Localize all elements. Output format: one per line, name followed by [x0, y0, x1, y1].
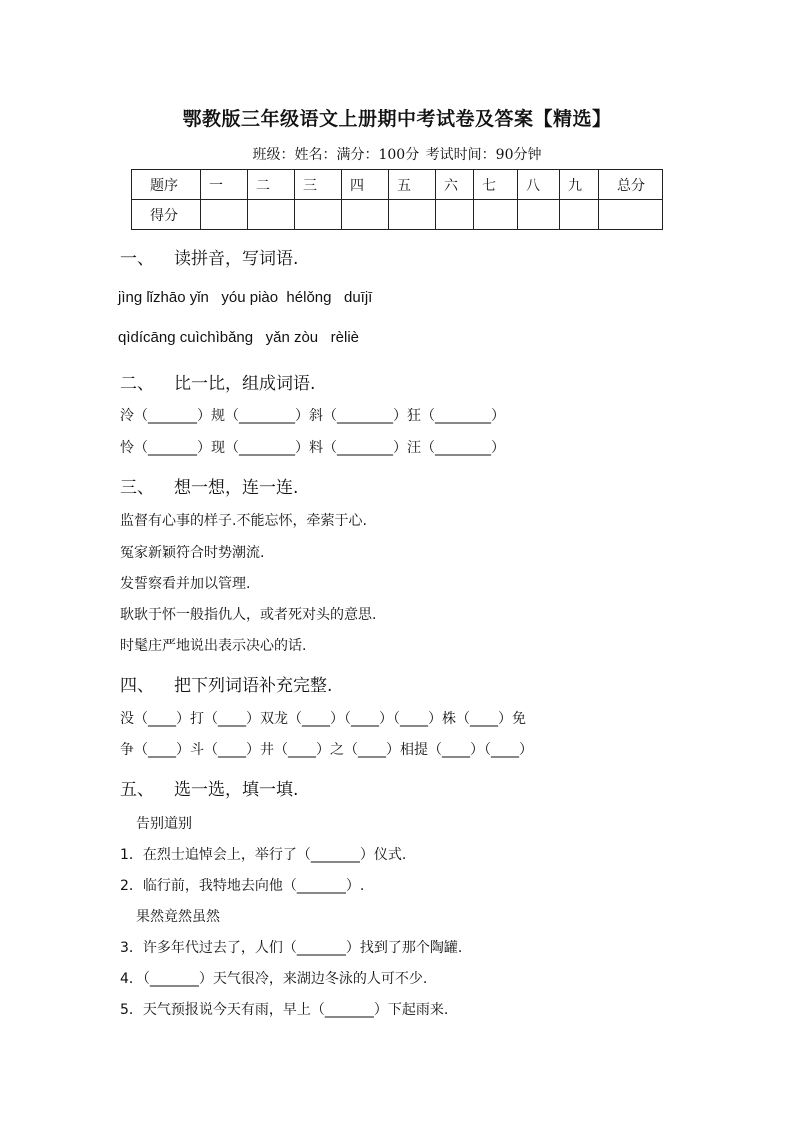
- score-cell[interactable]: [436, 200, 474, 230]
- header-cell: 四: [342, 170, 389, 200]
- section-title: 读拼音，写词语.: [174, 249, 299, 269]
- section-number: 四、: [120, 676, 154, 696]
- page-title: 鄂教版三年级语文上册期中考试卷及答案【精选】: [182, 108, 612, 130]
- score-cell[interactable]: [248, 200, 295, 230]
- header-cell: 二: [248, 170, 295, 200]
- header-cell: 五: [389, 170, 436, 200]
- score-cell[interactable]: [474, 200, 518, 230]
- word-choice-group: 告别道别: [136, 816, 192, 832]
- section-title: 把下列词语补充完整.: [174, 676, 333, 696]
- section-number: 五、: [120, 780, 154, 800]
- section-2-heading: [120, 369, 315, 394]
- score-cell[interactable]: [295, 200, 342, 230]
- score-cell[interactable]: [560, 200, 599, 230]
- section-number: 二、: [120, 374, 154, 394]
- row-label-cell: 得分: [132, 200, 201, 230]
- section-title: 选一选，填一填.: [174, 780, 299, 800]
- score-cell[interactable]: [518, 200, 560, 230]
- pinyin-line: qìdícāng cuìchìbǎng yǎn zòu rèliè: [118, 329, 359, 346]
- question-line: 没（____）打（____）双龙（____）（____）（____）株（____）免: [120, 711, 526, 727]
- header-cell: 题序: [132, 170, 201, 200]
- header-cell: 七: [474, 170, 518, 200]
- question-line: 发誓察看并加以管理.: [120, 576, 251, 592]
- section-1-heading: [120, 244, 298, 269]
- question-line: 冤家新颖符合时势潮流.: [120, 545, 265, 561]
- question-line: 监督有心事的样子.不能忘怀，牵萦于心.: [120, 513, 367, 529]
- question-line: 1．在烈士追悼会上，举行了（_______）仪式.: [120, 847, 407, 863]
- question-line: 4．（_______）天气很冷，来湖边冬泳的人可不少.: [120, 971, 428, 987]
- score-table: [131, 169, 663, 230]
- question-line: 3．许多年代过去了，人们（_______）找到了那个陶罐.: [120, 940, 463, 956]
- question-line: 争（____）斗（____）井（____）之（____）相提（____）（____）: [120, 742, 533, 758]
- question-line: 2．临行前，我特地去向他（_______）.: [120, 878, 365, 894]
- score-cell[interactable]: [389, 200, 436, 230]
- question-line: 耿耿于怀一般指仇人，或者死对头的意思.: [120, 607, 377, 623]
- section-number: 一、: [120, 249, 154, 269]
- pinyin-line: jìng lǐzhāo yǐn yóu piào hélǒng duījī: [118, 289, 373, 306]
- header-cell: 六: [436, 170, 474, 200]
- header-cell: 一: [201, 170, 248, 200]
- question-line: 5．天气预报说今天有雨，早上（_______）下起雨来.: [120, 1002, 449, 1018]
- question-line: 时髦庄严地说出表示决心的话.: [120, 638, 307, 654]
- section-5-heading: [120, 775, 298, 800]
- class-name-score-label: 班级：姓名：满分：100分: [252, 147, 420, 163]
- score-cell[interactable]: [599, 200, 663, 230]
- question-line: 泠（_______）规（________）斜（________）狂（________）: [120, 408, 505, 424]
- header-cell: 三: [295, 170, 342, 200]
- section-3-heading: [120, 473, 298, 498]
- exam-time-label: 考试时间：90分钟: [425, 147, 542, 163]
- header-cell: 八: [518, 170, 560, 200]
- score-cell[interactable]: [342, 200, 389, 230]
- score-table-header-row: [132, 170, 663, 200]
- section-title: 比一比，组成词语.: [174, 374, 316, 394]
- score-table-score-row: [132, 200, 663, 230]
- exam-info: [0, 144, 794, 164]
- header-cell: 九: [560, 170, 599, 200]
- section-number: 三、: [120, 478, 154, 498]
- word-choice-group: 果然竟然虽然: [136, 909, 220, 925]
- score-cell[interactable]: [201, 200, 248, 230]
- section-title: 想一想，连一连.: [174, 478, 299, 498]
- question-line: 怜（_______）现（________）料（________）汪（________）: [120, 440, 505, 456]
- section-4-heading: [120, 671, 332, 696]
- header-cell: 总分: [599, 170, 663, 200]
